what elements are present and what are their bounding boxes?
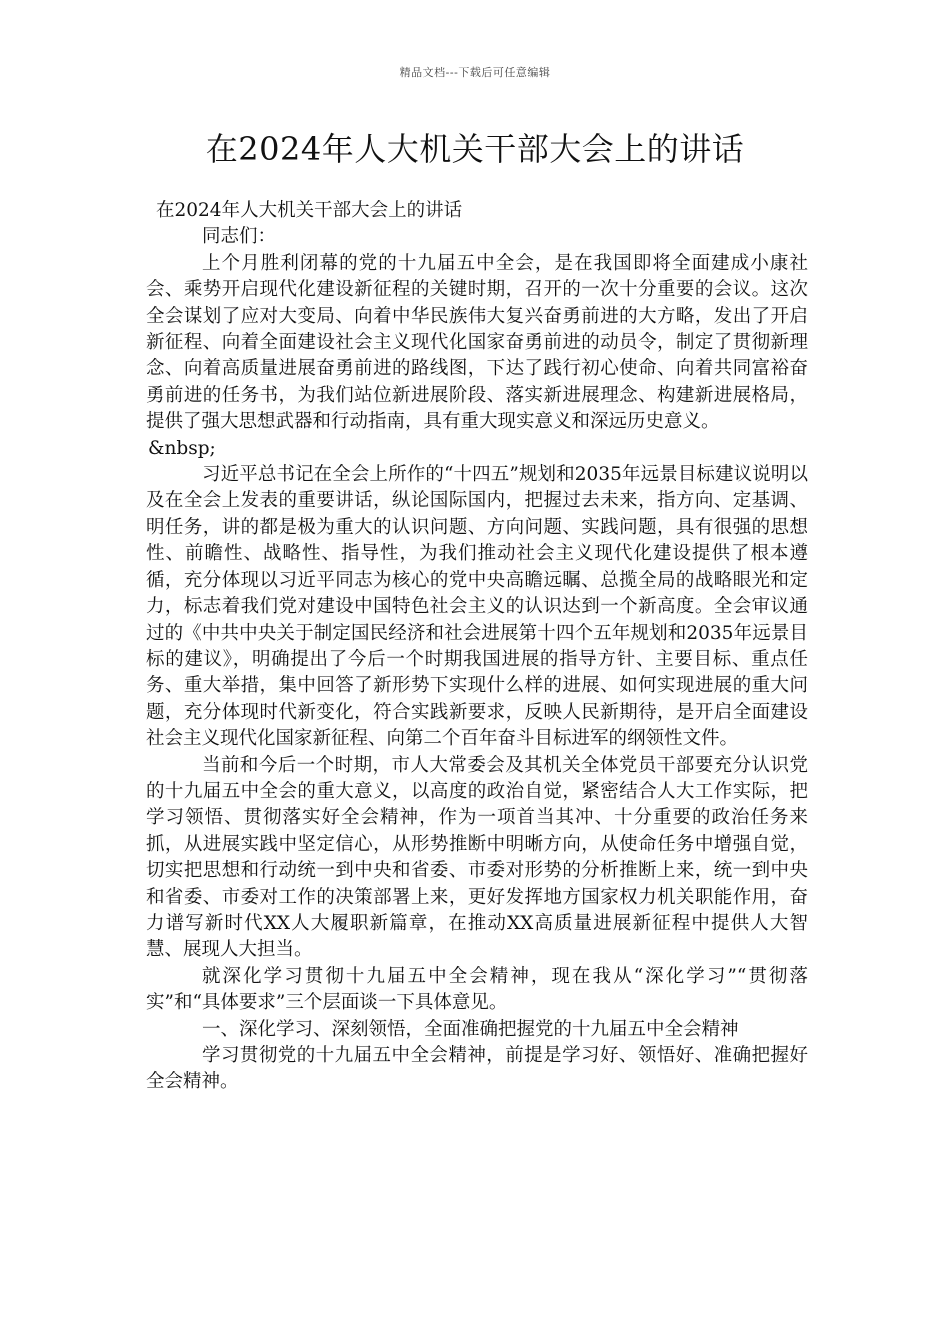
document-title: 在2024年人大机关干部大会上的讲话 (205, 130, 745, 168)
paragraph-4: 就深化学习贯彻十九届五中全会精神，现在我从“深化学习”“贯彻落实”和“具体要求”三个层面谈一下具体意见。 (146, 965, 808, 1014)
paragraph-3: 当前和今后一个时期，市人大常委会及其机关全体党员干部要充分认识党的十九届五中全会的重大意义，以高度的政治自觉，紧密结合人大工作实际，把学习领悟、贯彻落实好全会精神，作为一项首当其冲、十分重要的政治任务来抓，从进展实践中坚定信心，从形势推断中明晰方向，从使命任务中增强自觉，切实把思想和行动统一到中央和省委、市委对形势的分析推断上来，统一到中央和省委、市委对工作的决策部署上来，更好发挥地方国家权力机关职能作用，奋力谱写新时代XX人大履职新篇章，在推动XX高质量进展新征程中提供人大智慧、展现人大担当。 (146, 754, 808, 961)
document-body (146, 198, 808, 1096)
document-subtitle: 在2024年人大机关干部大会上的讲话 (156, 200, 463, 221)
greeting: 同志们： (202, 226, 277, 248)
paragraph-2: 习近平总书记在全会上所作的“十四五”规划和2035年远景目标建议说明以及在全会上发表的重要讲话，纵论国际国内，把握过去未来，指方向、定基调、明任务，讲的都是极为重大的认识问题、方向问题、实践问题，具有很强的思想性、前瞻性、战略性、指导性，为我们推动社会主义现代化建设提供了根本遵循，充分体现以习近平同志为核心的党中央高瞻远瞩、总揽全局的战略眼光和定力，标志着我们党对建设中国特色社会主义的认识达到一个新高度。全会审议通过的《中共中央关于制定国民经济和社会进展第十四个五年规划和2035年远景目标的建议》，明确提出了今后一个时期我国进展的指导方针、主要目标、重点任务、重大举措，集中回答了新形势下实现什么样的进展、如何实现进展的重大问题，充分体现时代新变化，符合实践新要求，反映人民新期待，是开启全面建设社会主义现代化国家新征程、向第二个百年奋斗目标进军的纲领性文件。 (146, 464, 808, 750)
paragraph-5: 学习贯彻党的十九届五中全会精神，前提是学习好、领悟好、准确把握好全会精神。 (146, 1045, 808, 1093)
section-heading-1: 一、深化学习、深刻领悟，全面准确把握党的十九届五中全会精神 (202, 1018, 739, 1040)
page-header-note: 精品文档---下载后可任意编辑 (399, 66, 551, 79)
stray-nbsp-text: &nbsp; (148, 437, 216, 459)
paragraph-1: 上个月胜利闭幕的党的十九届五中全会，是在我国即将全面建成小康社会、乘势开启现代化建设新征程的关键时期，召开的一次十分重要的会议。这次全会谋划了应对大变局、向着中华民族伟大复兴奋勇前进的大方略，发出了开启新征程、向着全面建设社会主义现代化国家奋勇前进的动员令，制定了贯彻新理念、向着高质量进展奋勇前进的路线图，下达了践行初心使命、向着共同富裕奋勇前进的任务书，为我们站位新进展阶段、落实新进展理念、构建新进展格局，提供了强大思想武器和行动指南，具有重大现实意义和深远历史意义。 (146, 252, 808, 433)
